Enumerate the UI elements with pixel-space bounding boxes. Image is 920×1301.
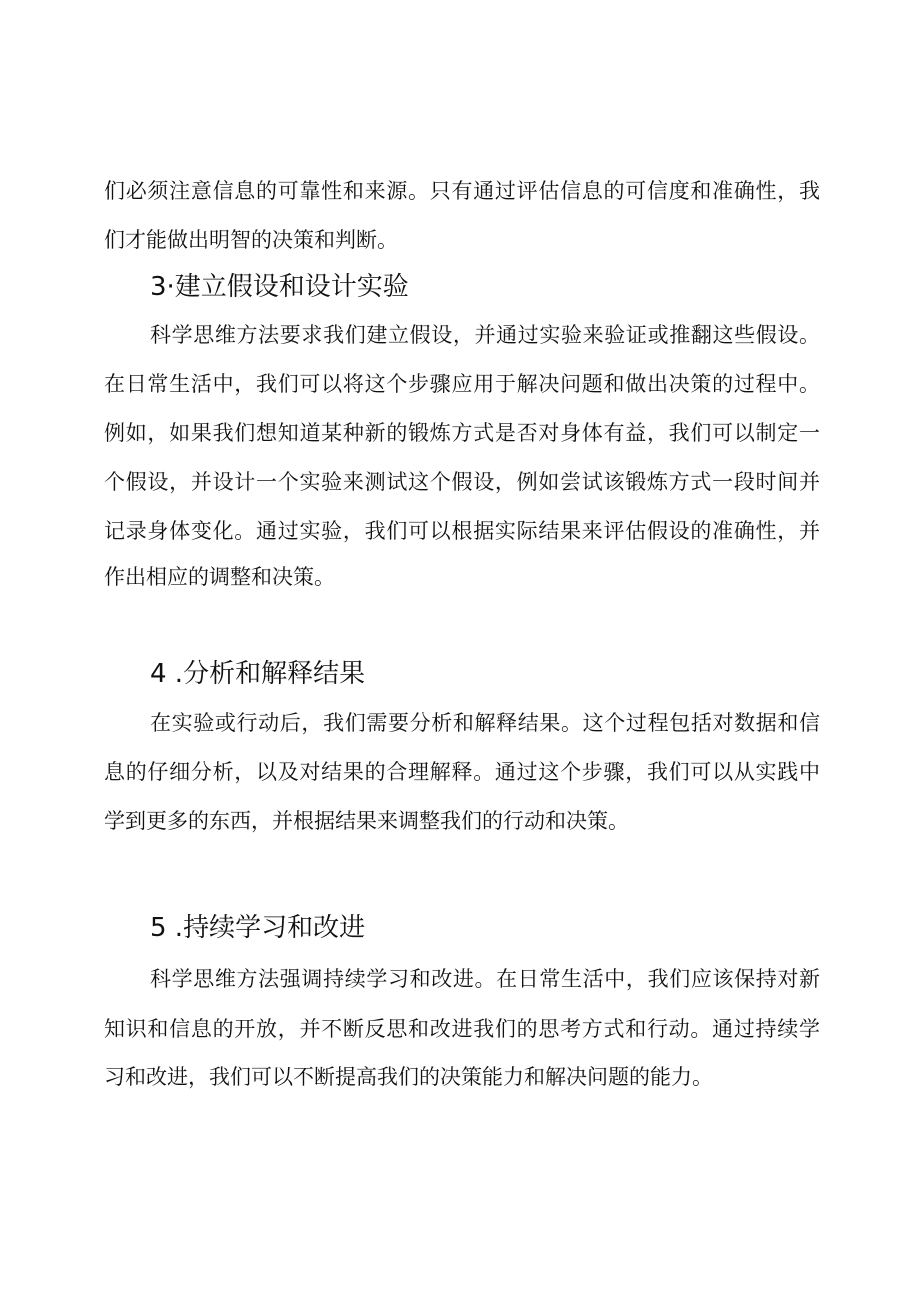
paragraph-line: 科学思维方法强调持续学习和改进。在日常生活中，我们应该保持对新 <box>150 967 820 991</box>
paragraph-line: 息的仔细分析，以及对结果的合理解释。通过这个步骤，我们可以从实践中 <box>104 760 820 784</box>
paragraph-line: 科学思维方法要求我们建立假设，并通过实验来验证或推翻这些假设。 <box>150 323 820 347</box>
paragraph-line: 在日常生活中，我们可以将这个步骤应用于解决问题和做出决策的过程中。 <box>104 372 820 396</box>
paragraph-line: 记录身体变化。通过实验，我们可以根据实际结果来评估假设的准确性，并 <box>104 519 820 543</box>
section-heading-3: 3·建立假设和设计实验 <box>150 272 409 302</box>
paragraph-line: 习和改进，我们可以不断提高我们的决策能力和解决问题的能力。 <box>104 1065 713 1089</box>
section-heading-4: 4 .分析和解释结果 <box>150 659 366 689</box>
paragraph-line: 例如，如果我们想知道某种新的锻炼方式是否对身体有益，我们可以制定一 <box>104 421 820 445</box>
paragraph-line: 们才能做出明智的决策和判断。 <box>104 228 398 252</box>
paragraph-line: 个假设，并设计一个实验来测试这个假设，例如尝试该锻炼方式一段时间并 <box>104 470 820 494</box>
paragraph-line: 们必须注意信息的可靠性和来源。只有通过评估信息的可信度和准确性，我 <box>104 179 820 203</box>
paragraph-line: 学到更多的东西，并根据结果来调整我们的行动和决策。 <box>104 809 629 833</box>
paragraph-line: 知识和信息的开放，并不断反思和改进我们的思考方式和行动。通过持续学 <box>104 1017 820 1041</box>
paragraph-line: 在实验或行动后，我们需要分析和解释结果。这个过程包括对数据和信 <box>150 711 820 735</box>
section-heading-5: 5 .持续学习和改进 <box>150 913 366 943</box>
paragraph-line: 作出相应的调整和决策。 <box>104 565 335 589</box>
